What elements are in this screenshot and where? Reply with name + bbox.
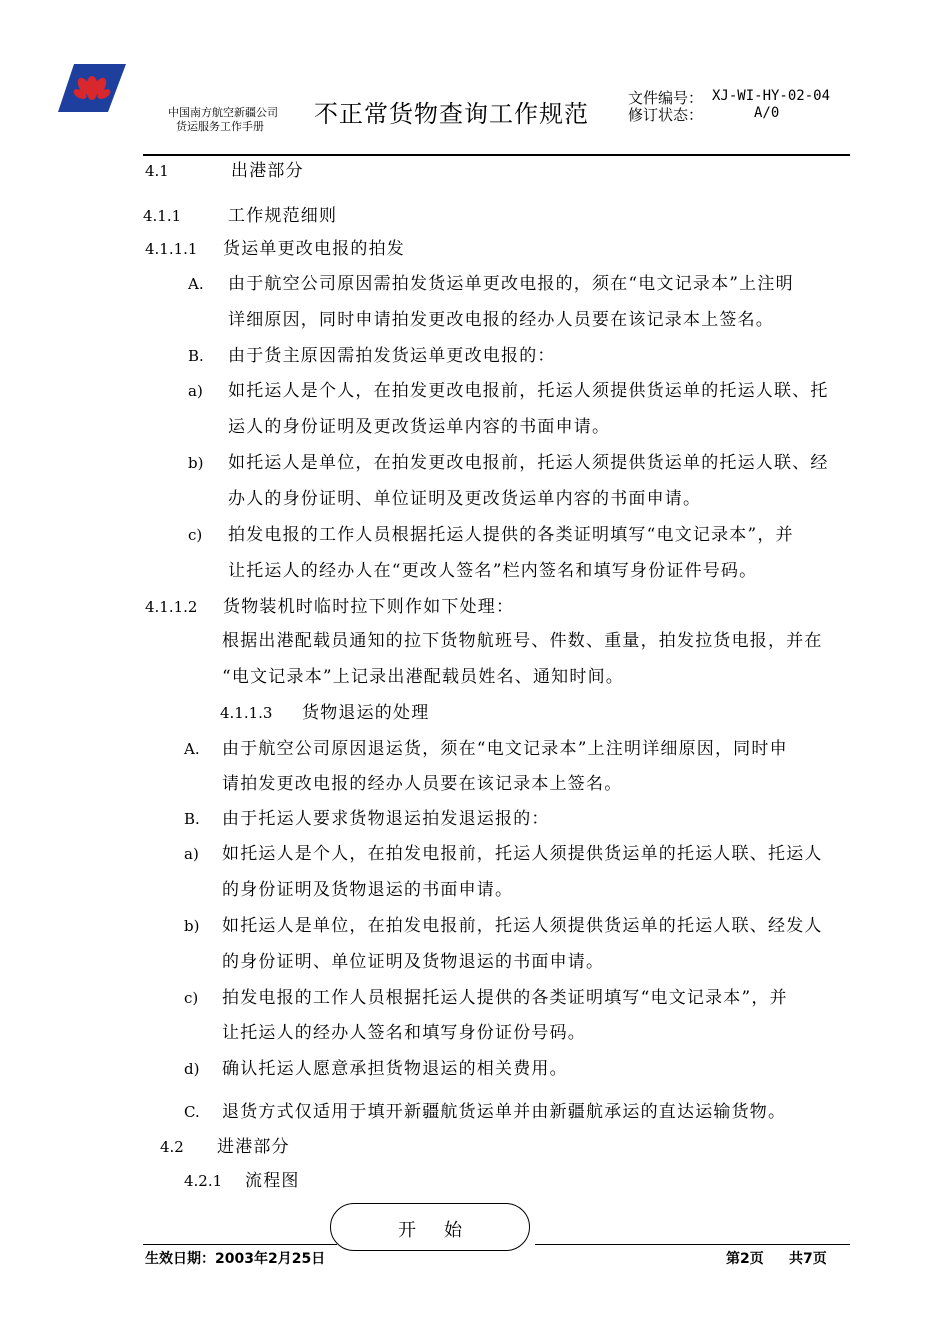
company-logo [58,64,126,112]
item-text: 详细原因，同时申请拍发更改电报的经办人员要在该记录本上签名。 [228,310,774,330]
section-number: 4.1 [145,162,169,180]
item-label: A. [184,740,200,758]
section-title: 货运单更改电报的拍发 [223,239,405,259]
section-title: 出港部分 [231,161,304,181]
revision: A/0 [754,105,780,121]
item-text: 如托运人是个人，在拍发更改电报前，托运人须提供货运单的托运人联、托 [228,381,829,401]
section-title: 进港部分 [217,1137,290,1157]
page-number: 第2页 [726,1251,764,1267]
item-label: a) [184,845,199,863]
item-text: 运人的身份证明及更改货运单内容的书面申请。 [228,417,611,437]
paragraph-text: “电文记录本”上记录出港配载员姓名、通知时间。 [222,667,624,687]
item-text: 拍发电报的工作人员根据托运人提供的各类证明填写“电文记录本”，并 [228,525,794,545]
item-text: 由于托运人要求货物退运拍发退运报的： [222,809,550,829]
item-label: b) [188,454,204,472]
item-label: A. [188,275,204,293]
flowchart-start-label: 开始 [398,1220,490,1241]
item-text: 确认托运人愿意承担货物退运的相关费用。 [222,1059,568,1079]
section-title: 工作规范细则 [228,206,338,226]
item-text: 拍发电报的工作人员根据托运人提供的各类证明填写“电文记录本”，并 [222,988,788,1008]
section-title: 货物装机时临时拉下则作如下处理： [223,597,515,617]
doc-number-label: 文件编号： [628,89,704,107]
section-number: 4.2.1 [184,1172,223,1190]
manual-name: 货运服务工作手册 [176,120,264,133]
item-text: 办人的身份证明、单位证明及更改货运单内容的书面申请。 [228,489,702,509]
section-title: 货物退运的处理 [302,703,430,723]
item-text: 如托运人是单位，在拍发更改电报前，托运人须提供货运单的托运人联、经 [228,453,829,473]
company-name: 中国南方航空新疆公司 [168,106,278,119]
item-label: a) [188,382,203,400]
page-title: 不正常货物查询工作规范 [314,100,589,128]
item-text: 由于货主原因需拍发货运单更改电报的： [228,346,556,366]
flowchart-start-node [330,1203,530,1251]
item-label: c) [184,989,199,1007]
item-label: B. [188,347,204,365]
item-text: 让托运人的经办人签名和填写身份证份号码。 [222,1023,586,1043]
item-label: b) [184,917,200,935]
effective-date: 生效日期：2003年2月25日 [145,1251,326,1267]
item-label: c) [188,526,203,544]
item-label: C. [184,1103,200,1121]
footer-divider-left [143,1244,337,1245]
paragraph-text: 根据出港配载员通知的拉下货物航班号、件数、重量，拍发拉货电报，并在 [222,631,823,651]
item-text: 退货方式仅适用于填开新疆航货运单并由新疆航承运的直达运输货物。 [222,1102,787,1122]
page-total: 共7页 [789,1251,827,1267]
item-label: B. [184,810,200,828]
section-number: 4.1.1.1 [145,240,198,258]
section-number: 4.1.1.2 [145,598,198,616]
item-text: 如托运人是个人，在拍发电报前，托运人须提供货运单的托运人联、托运人 [222,844,823,864]
section-number: 4.1.1.3 [220,704,273,722]
item-text: 由于航空公司原因需拍发货运单更改电报的，须在“电文记录本”上注明 [228,274,794,294]
item-text: 如托运人是单位，在拍发电报前，托运人须提供货运单的托运人联、经发人 [222,916,823,936]
header-divider [143,154,850,156]
item-text: 让托运人的经办人在“更改人签名”栏内签名和填写身份证件号码。 [228,561,758,581]
item-text: 由于航空公司原因退运货，须在“电文记录本”上注明详细原因，同时申 [222,739,788,759]
item-text: 请拍发更改电报的经办人员要在该记录本上签名。 [222,774,623,794]
item-text: 的身份证明及货物退运的书面申请。 [222,880,514,900]
doc-number: XJ-WI-HY-02-04 [712,88,831,104]
section-title: 流程图 [245,1171,300,1191]
section-number: 4.1.1 [143,207,182,225]
item-label: d) [184,1060,200,1078]
footer-divider-right [535,1244,850,1245]
revision-label: 修订状态： [628,106,704,124]
section-number: 4.2 [160,1138,184,1156]
item-text: 的身份证明、单位证明及货物退运的书面申请。 [222,952,605,972]
